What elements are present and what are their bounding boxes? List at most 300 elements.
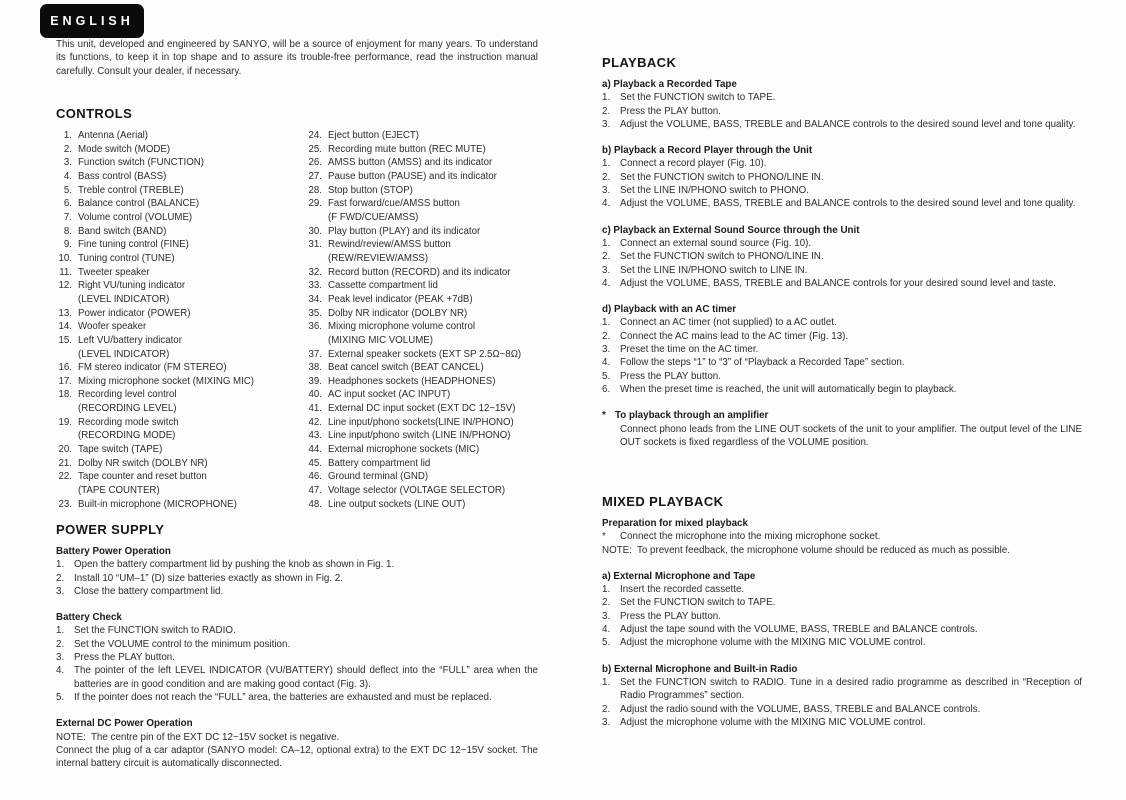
item-number: 11. (59, 266, 72, 278)
item-text: Play button (PLAY) and its indicator (328, 225, 481, 237)
item-number: 41. (308, 403, 322, 415)
item-number: 32. (308, 266, 322, 278)
control-item (50, 334, 300, 348)
item-number: 39. (308, 375, 322, 387)
item-number: 48. (308, 498, 322, 510)
item-text: Set the FUNCTION switch to TAPE. (620, 92, 776, 104)
item-text: Peak level indicator (PEAK +7dB) (328, 293, 473, 305)
item-text: Set the FUNCTION switch to PHONO/LINE IN. (620, 251, 824, 263)
item-number: 4. (602, 357, 611, 369)
step-item (602, 264, 1082, 277)
step-item (602, 277, 1082, 290)
item-text: Eject button (EJECT) (328, 130, 419, 141)
power-supply-groups (56, 545, 538, 770)
subsection-heading-text: c) Playback an External Sound Source through the Unit (602, 224, 860, 236)
step-item (56, 638, 538, 651)
item-text: (MIXING MIC VOLUME) (328, 334, 433, 346)
item-text: Tweeter speaker (78, 266, 150, 278)
subsection-heading-text: Battery Power Operation (56, 546, 171, 557)
item-number: 3. (602, 610, 611, 622)
item-text: Power indicator (POWER) (78, 307, 191, 319)
controls-list-right (300, 129, 590, 511)
step-item (56, 624, 538, 637)
item-number: 2. (56, 638, 65, 650)
item-text: Set the LINE IN/PHONO switch to LINE IN. (620, 264, 808, 276)
item-text: Press the PLAY button. (620, 370, 721, 382)
item-number: 25. (308, 143, 322, 155)
item-text: External DC input socket (EXT DC 12~15V) (328, 403, 516, 415)
step-item (602, 716, 1082, 729)
item-text: Function switch (FUNCTION) (78, 157, 204, 169)
item-number: 20. (58, 444, 72, 456)
item-number: 35. (308, 307, 322, 319)
item-text: FM stereo indicator (FM STEREO) (78, 362, 227, 374)
step-item (602, 676, 1082, 703)
item-number: 3. (602, 118, 611, 130)
item-number (50, 293, 78, 307)
subsection (56, 717, 538, 770)
step-item (602, 583, 1082, 596)
item-text: Record button (RECORD) and its indicator (328, 266, 511, 278)
item-number (50, 402, 78, 416)
item-number: 37. (308, 348, 322, 360)
step-item (602, 184, 1082, 197)
item-text: If the pointer does not reach the “FULL” area, the batteries are exhausted and must be replaced. (74, 691, 492, 703)
item-text: Adjust the VOLUME, BASS, TREBLE and BALANCE controls to the desired sound level and tone quality. (620, 118, 1076, 130)
control-item (300, 129, 590, 143)
step-item (56, 664, 538, 691)
step-item (602, 370, 1082, 383)
item-text: AMSS button (AMSS) and its indicator (328, 157, 493, 169)
control-item (50, 129, 300, 143)
item-number: 4. (602, 624, 611, 636)
control-item (300, 143, 590, 157)
control-item (300, 388, 590, 402)
control-item (300, 320, 590, 334)
item-number: 5. (602, 370, 611, 382)
step-item (602, 118, 1082, 131)
item-number (50, 484, 78, 498)
item-text: Volume control (VOLUME) (78, 211, 193, 223)
language-tab-label: ENGLISH (50, 14, 134, 28)
item-number: 3. (56, 585, 65, 597)
step-item (602, 544, 1082, 557)
item-number: 23. (58, 498, 72, 510)
item-text: The centre pin of the EXT DC 12~15V socket is negative. (90, 731, 340, 743)
item-number: 43. (308, 430, 322, 442)
step-item (602, 330, 1082, 343)
item-number: * (602, 531, 606, 543)
step-item (56, 558, 538, 571)
control-item (300, 457, 590, 471)
control-item (300, 429, 590, 443)
control-item (50, 293, 300, 307)
item-text: Ground terminal (GND) (328, 471, 429, 483)
item-text: Follow the steps “1” to “3” of “Playback a Recorded Tape” section. (620, 357, 905, 369)
step-item (602, 343, 1082, 356)
power-supply-heading: POWER SUPPLY (56, 522, 165, 537)
item-text: Voltage selector (VOLTAGE SELECTOR) (328, 485, 506, 497)
step-item (602, 530, 1082, 543)
item-number: 2. (602, 171, 611, 183)
item-text: Band switch (BAND) (78, 225, 167, 237)
subsection (602, 78, 1082, 131)
control-item (300, 184, 590, 198)
item-number: 18. (58, 389, 72, 401)
item-text: Rewind/review/AMSS button (328, 239, 451, 251)
item-text: Mixing microphone volume control (328, 321, 475, 333)
item-number: 40. (308, 389, 322, 401)
control-item (300, 266, 590, 280)
control-item (50, 320, 300, 334)
item-number: 7. (63, 211, 72, 223)
control-item (50, 279, 300, 293)
control-item (50, 470, 300, 484)
subsection (602, 303, 1082, 396)
item-number: 22. (58, 471, 72, 483)
item-number: 1. (63, 130, 72, 141)
item-number: 45. (308, 457, 322, 469)
item-number: 1. (602, 237, 611, 249)
item-text: Treble control (TREBLE) (78, 184, 184, 196)
step-item (602, 610, 1082, 623)
step-item (56, 744, 538, 771)
item-text: Adjust the VOLUME, BASS, TREBLE and BALANCE controls to the desired sound level and tone quality. (620, 198, 1076, 210)
item-number: 21. (58, 457, 72, 469)
subsection (602, 224, 1082, 290)
item-text: Dolby NR indicator (DOLBY NR) (328, 307, 468, 319)
subsection-heading (56, 717, 538, 730)
control-item (50, 361, 300, 375)
item-number: 5. (63, 184, 72, 196)
item-number: 2. (63, 143, 72, 155)
item-text: To prevent feedback, the microphone volume should be reduced as much as possible. (636, 544, 1010, 556)
item-number (50, 429, 78, 443)
step-item (56, 572, 538, 585)
control-item (50, 484, 300, 498)
section-mixed-playback (602, 494, 1082, 729)
item-number: 30. (308, 225, 322, 237)
item-text: Tape counter and reset button (78, 471, 207, 483)
item-text: Connect the AC mains lead to the AC timer (Fig. 13). (620, 330, 849, 342)
item-number: 4. (602, 277, 611, 289)
item-text: Connect a record player (Fig. 10). (620, 158, 767, 170)
subsection-heading (602, 78, 1082, 91)
subsection-heading-text: d) Playback with an AC timer (602, 304, 737, 316)
subsection (56, 611, 538, 704)
item-number: 1. (56, 559, 65, 571)
item-number: 8. (63, 225, 72, 237)
item-number: 2. (602, 703, 611, 715)
item-text: Fast forward/cue/AMSS button (328, 198, 460, 210)
item-number: 6. (63, 198, 72, 210)
item-text: Mixing microphone socket (MIXING MIC) (78, 375, 255, 387)
item-text: Mode switch (MODE) (78, 143, 171, 155)
control-item (300, 279, 590, 293)
item-text: Connect phono leads from the LINE OUT sockets of the unit to your amplifier. The output level of the LINE OUT sockets is fixed regardless of the VOLUME position. (620, 423, 1082, 448)
item-text: Tape switch (TAPE) (78, 444, 163, 456)
control-item (300, 334, 590, 348)
item-number: 31. (308, 239, 322, 251)
controls-heading: CONTROLS (56, 106, 133, 121)
item-number: 28. (308, 184, 322, 196)
control-item (300, 361, 590, 375)
item-number: 2. (602, 105, 611, 117)
item-number: 34. (308, 293, 322, 305)
item-text: (RECORDING MODE) (78, 430, 176, 442)
step-item (602, 636, 1082, 649)
item-number: 2. (602, 251, 611, 263)
control-item (300, 225, 590, 239)
step-item (602, 237, 1082, 250)
subsection-heading-text: b) External Microphone and Built-in Radio (602, 663, 798, 675)
item-number: 1. (602, 92, 611, 104)
item-number: 38. (308, 362, 322, 374)
item-number: 3. (56, 652, 65, 664)
item-text: Antenna (Aerial) (78, 130, 149, 141)
item-number (300, 252, 328, 266)
item-text: (F FWD/CUE/AMSS) (328, 211, 419, 223)
step-item (602, 197, 1082, 210)
control-item (50, 443, 300, 457)
item-text: Connect the microphone into the mixing microphone socket. (620, 531, 881, 543)
item-text: (REW/REVIEW/AMSS) (328, 252, 429, 264)
subsection-heading-text: Preparation for mixed playback (602, 518, 748, 529)
control-item (50, 375, 300, 389)
subsection-heading (56, 545, 538, 558)
item-number: 12. (58, 280, 72, 292)
step-item (602, 157, 1082, 170)
step-item (56, 585, 538, 598)
control-item (300, 498, 590, 512)
item-text: Preset the time on the AC timer. (620, 344, 759, 356)
section-playback (602, 55, 1082, 449)
item-text: (TAPE COUNTER) (78, 485, 160, 497)
item-number: 3. (602, 185, 611, 197)
playback-heading: PLAYBACK (602, 55, 677, 70)
control-item (50, 402, 300, 416)
control-item (50, 388, 300, 402)
item-text: Headphones sockets (HEADPHONES) (328, 375, 496, 387)
item-text: Line input/phono switch (LINE IN/PHONO) (328, 430, 511, 442)
subsection (602, 409, 1082, 449)
item-text: Press the PLAY button. (620, 610, 721, 622)
control-item (300, 156, 590, 170)
item-number: 4. (602, 198, 611, 210)
control-item (300, 252, 590, 266)
subsection-heading-text: b) Playback a Record Player through the Unit (602, 145, 813, 157)
item-text: Set the FUNCTION switch to RADIO. Tune in a desired radio programme as described in “Reception of Radio Programmes” section. (620, 676, 1082, 702)
item-number: 13. (58, 307, 72, 319)
subsection-heading (602, 409, 1082, 422)
control-item (50, 184, 300, 198)
item-text: Set the FUNCTION switch to TAPE. (620, 597, 776, 609)
step-item (602, 171, 1082, 184)
mixed-playback-heading: MIXED PLAYBACK (602, 494, 724, 509)
item-text: Dolby NR switch (DOLBY NR) (78, 457, 208, 469)
step-item (56, 731, 538, 744)
step-item (56, 651, 538, 664)
item-number: 3. (602, 264, 611, 276)
item-text: Right VU/tuning indicator (78, 280, 186, 292)
item-text: External microphone sockets (MIC) (328, 444, 480, 456)
subsection-heading (602, 303, 1082, 316)
mixed-playback-groups (602, 517, 1082, 729)
item-text: Adjust the tape sound with the VOLUME, BASS, TREBLE and BALANCE controls. (620, 624, 978, 636)
item-text: Press the PLAY button. (74, 652, 175, 664)
item-text: Insert the recorded cassette. (620, 584, 745, 596)
item-number: 42. (308, 416, 322, 428)
item-number: 3. (602, 344, 611, 356)
item-number: 6. (602, 383, 611, 395)
item-number: 10. (58, 252, 72, 264)
subsection-heading (602, 663, 1082, 676)
item-text: Connect an external sound source (Fig. 10). (620, 237, 812, 249)
subsection-marker: * (602, 410, 606, 422)
control-item (50, 307, 300, 321)
item-text: Set the LINE IN/PHONO switch to PHONO. (620, 185, 809, 197)
item-number: 17. (58, 375, 72, 387)
control-item (300, 197, 590, 211)
subsection (602, 517, 1082, 557)
control-item (50, 211, 300, 225)
item-number: 5. (602, 637, 611, 649)
control-item (50, 429, 300, 443)
control-item (300, 470, 590, 484)
item-text: Recording mute button (REC MUTE) (328, 143, 486, 155)
item-text: Line output sockets (LINE OUT) (328, 498, 466, 510)
item-number: 14. (58, 321, 72, 333)
item-text: Set the VOLUME control to the minimum position. (74, 638, 291, 650)
section-controls (50, 106, 590, 511)
item-number (50, 348, 78, 362)
item-text: Pause button (PAUSE) and its indicator (328, 170, 497, 182)
item-number: 4. (56, 665, 65, 677)
item-number: NOTE: (602, 544, 632, 556)
subsection-heading-text: External DC Power Operation (56, 718, 193, 730)
item-text: Woofer speaker (78, 321, 147, 333)
item-number (602, 423, 620, 450)
item-text: Stop button (STOP) (328, 184, 413, 196)
item-number: 1. (56, 625, 65, 637)
controls-columns (50, 129, 590, 511)
subsection-heading-text: To playback through an amplifier (615, 410, 769, 422)
item-text: (LEVEL INDICATOR) (78, 293, 170, 305)
item-text: External speaker sockets (EXT SP 2.5Ω~8Ω) (328, 348, 522, 360)
item-text: Set the FUNCTION switch to RADIO. (74, 625, 236, 637)
item-number: 36. (308, 321, 322, 333)
control-item (50, 266, 300, 280)
item-number: 9. (63, 239, 72, 251)
control-item (50, 170, 300, 184)
item-text: Press the PLAY button. (620, 105, 721, 117)
step-item (602, 356, 1082, 369)
control-item (50, 156, 300, 170)
item-number: 3. (602, 716, 611, 728)
control-item (300, 484, 590, 498)
item-text: Adjust the radio sound with the VOLUME, BASS, TREBLE and BALANCE controls. (620, 703, 981, 715)
step-item (602, 383, 1082, 396)
item-text: Recording level control (78, 389, 177, 401)
control-item (50, 143, 300, 157)
item-text: When the preset time is reached, the unit will automatically begin to playback. (620, 383, 957, 395)
item-number: 15. (58, 334, 72, 346)
step-item (602, 316, 1082, 329)
subsection-heading (602, 144, 1082, 157)
control-item (50, 416, 300, 430)
subsection (602, 663, 1082, 729)
item-text: Line input/phono sockets(LINE IN/PHONO) (328, 416, 514, 428)
step-item (602, 423, 1082, 450)
item-text: Bass control (BASS) (78, 170, 167, 182)
item-text: Connect an AC timer (not supplied) to a AC outlet. (620, 317, 837, 329)
step-item (56, 691, 538, 704)
controls-list-left (50, 129, 300, 511)
control-item (300, 238, 590, 252)
item-text: Adjust the microphone volume with the MIXING MIC VOLUME control. (620, 716, 926, 728)
control-item (50, 252, 300, 266)
item-number: 1. (602, 584, 611, 596)
item-text: Beat cancel switch (BEAT CANCEL) (328, 362, 484, 374)
intro-paragraph: This unit, developed and engineered by SANYO, will be a source of enjoyment for many years. To understand its functions, to keep it in top shape and to assure its trouble-free performance, read the instruction manual carefully. Consult your dealer, if necessary. (56, 39, 538, 77)
item-text: Open the battery compartment lid by pushing the knob as shown in Fig. 1. (74, 559, 395, 571)
item-text: Tuning control (TUNE) (78, 252, 175, 264)
subsection (602, 144, 1082, 210)
item-number: 1. (602, 676, 611, 688)
item-number: 4. (63, 170, 72, 182)
item-number: 5. (56, 691, 65, 703)
control-item (50, 197, 300, 211)
item-text: Recording mode switch (78, 416, 179, 428)
control-item (300, 443, 590, 457)
control-item (50, 457, 300, 471)
item-text: Left VU/battery indicator (78, 334, 182, 346)
item-number: 1. (602, 158, 611, 170)
item-number (300, 334, 328, 348)
item-number: 2. (56, 572, 65, 584)
control-item (300, 307, 590, 321)
control-item (50, 225, 300, 239)
language-tab (40, 4, 144, 38)
item-text: AC input socket (AC INPUT) (328, 389, 451, 401)
item-number: 16. (58, 362, 72, 374)
control-item (300, 402, 590, 416)
control-item (50, 498, 300, 512)
subsection-heading-text: a) Playback a Recorded Tape (602, 79, 737, 90)
item-number: 27. (308, 170, 322, 182)
item-number: 44. (308, 444, 322, 456)
item-text: Connect the plug of a car adaptor (SANYO model: CA–12, optional extra) to the EXT DC 12~15V socket. The internal battery circuit is automatically disconnected. (56, 744, 538, 770)
subsection (602, 570, 1082, 650)
item-text: Adjust the microphone volume with the MIXING MIC VOLUME control. (620, 637, 926, 649)
subsection-heading-text: Battery Check (56, 612, 122, 624)
item-text: Cassette compartment lid (328, 280, 438, 292)
control-item (300, 170, 590, 184)
control-item (300, 211, 590, 225)
item-text: Fine tuning control (FINE) (78, 239, 189, 251)
control-item (300, 416, 590, 430)
item-number (300, 211, 328, 225)
item-number: 1. (602, 317, 611, 329)
step-item (602, 623, 1082, 636)
subsection-heading-text: a) External Microphone and Tape (602, 570, 756, 582)
step-item (602, 91, 1082, 104)
item-number: 2. (602, 330, 611, 342)
item-text: Install 10 “UM–1” (D) size batteries exactly as shown in Fig. 2. (74, 572, 343, 584)
item-text: The pointer of the left LEVEL INDICATOR (VU/BATTERY) should deflect into the “FULL” area when the batteries are in good condition and are making good contact (Fig. 3). (74, 665, 538, 690)
control-item (300, 375, 590, 389)
subsection-heading (602, 570, 1082, 583)
